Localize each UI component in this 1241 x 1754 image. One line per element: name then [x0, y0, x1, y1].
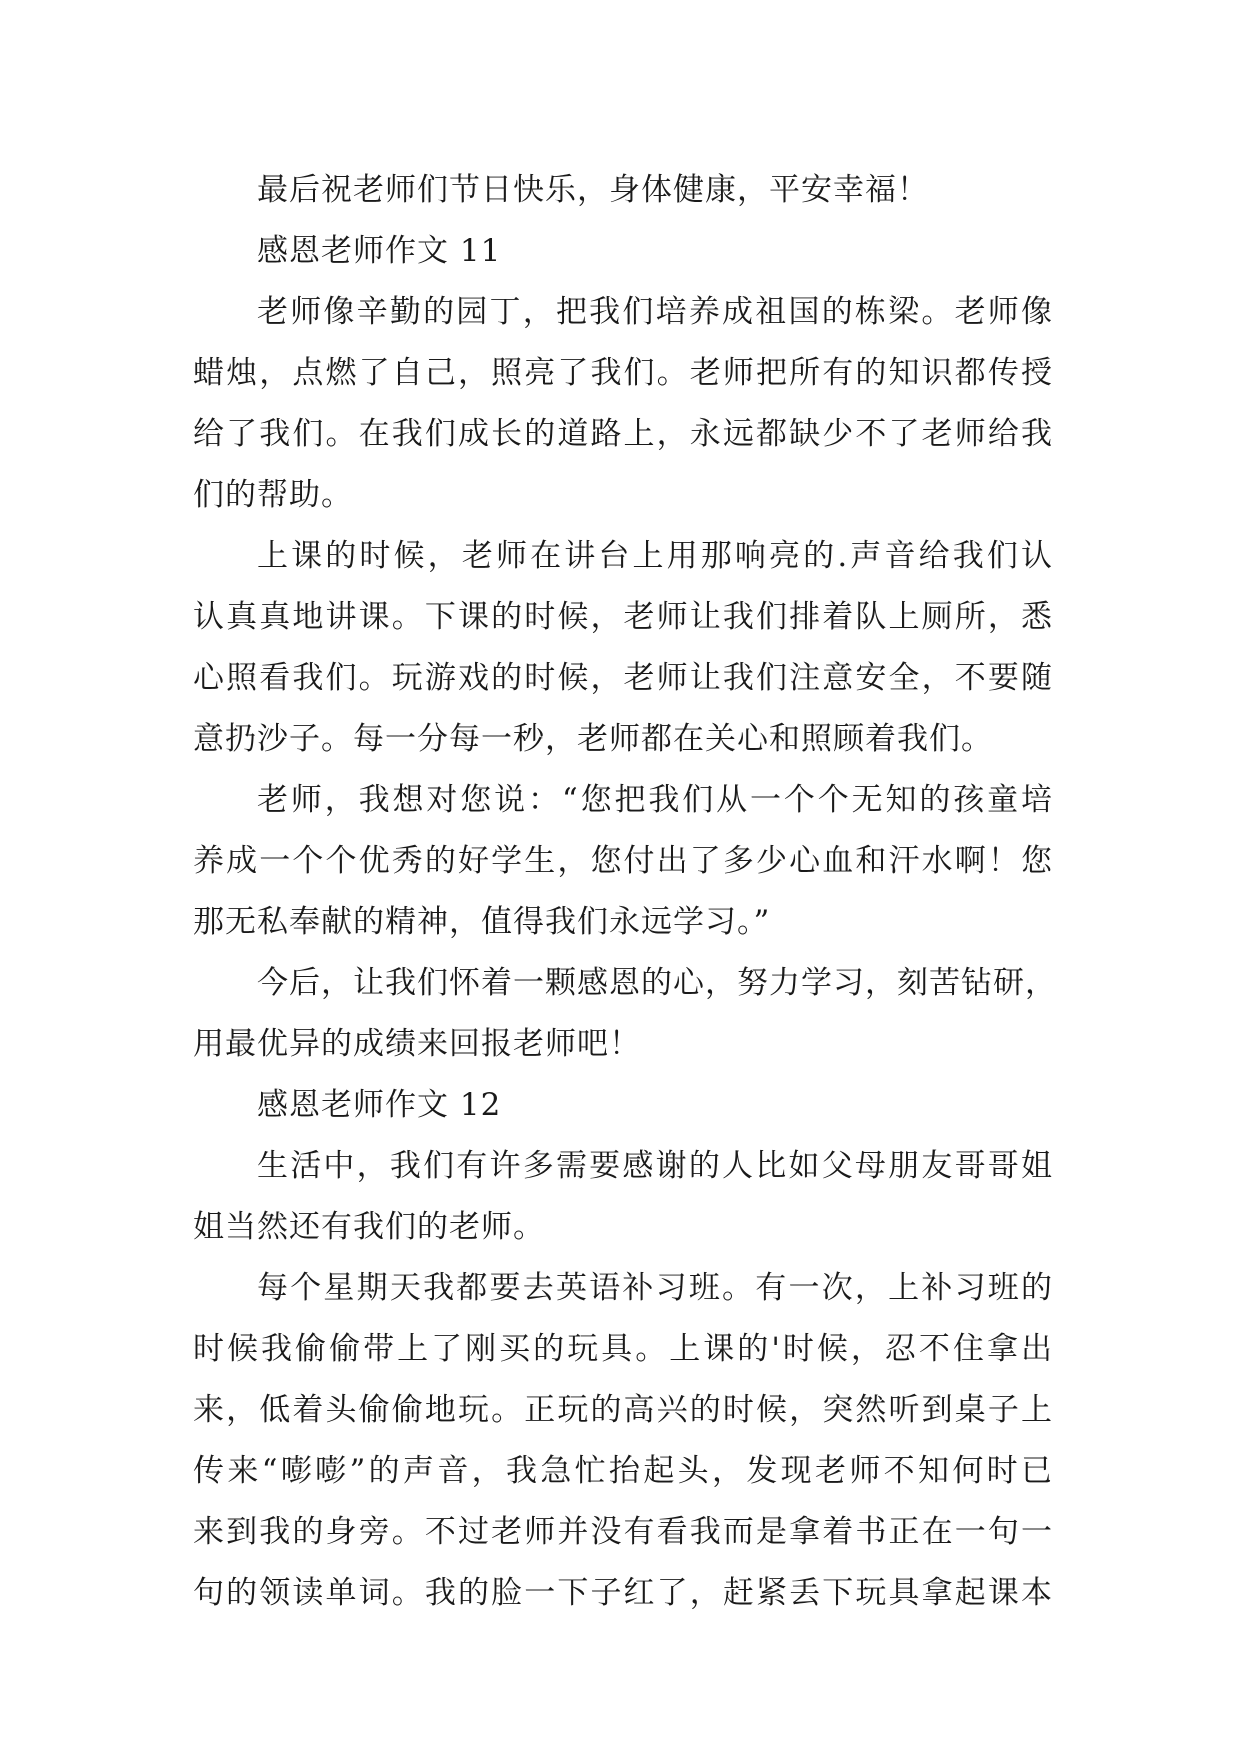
text-line: 每个星期天我都要去英语补习班。有一次，上补习班的: [257, 1270, 1053, 1306]
text-line: 传来“嘭嘭”的声音，我急忙抬起头，发现老师不知何时已: [193, 1453, 1053, 1489]
text-line: 老师，我想对您说：“您把我们从一个个无知的孩童培: [257, 782, 1053, 818]
text-line: 来到我的身旁。不过老师并没有看我而是拿着书正在一句一: [193, 1514, 1053, 1550]
text-line: 来，低着头偷偷地玩。正玩的高兴的时候，突然听到桌子上: [193, 1392, 1053, 1428]
text-line: 最后祝老师们节日快乐，身体健康，平安幸福！: [257, 172, 929, 208]
document-body: [193, 160, 1057, 1624]
text-line: 用最优异的成绩来回报老师吧！: [193, 1026, 641, 1062]
text-line: 给了我们。在我们成长的道路上，永远都缺少不了老师给我: [193, 416, 1053, 452]
text-line: 生活中，我们有许多需要感谢的人比如父母朋友哥哥姐: [257, 1148, 1053, 1184]
text-line: 心照看我们。玩游戏的时候，老师让我们注意安全，不要随: [193, 660, 1053, 696]
text-line: 句的领读单词。我的脸一下子红了，赶紧丢下玩具拿起课本: [193, 1575, 1053, 1611]
document-page: [193, 160, 1057, 1624]
text-line: 今后，让我们怀着一颗感恩的心，努力学习，刻苦钻研，: [257, 965, 1057, 1001]
text-line: 们的帮助。: [193, 477, 353, 513]
text-line: 感恩老师作文 11: [257, 233, 502, 269]
text-line: 感恩老师作文 12: [257, 1087, 502, 1123]
text-line: 认真真地讲课。下课的时候，老师让我们排着队上厕所，悉: [193, 599, 1053, 635]
text-line: 蜡烛，点燃了自己，照亮了我们。老师把所有的知识都传授: [193, 355, 1053, 391]
text-line: 养成一个个优秀的好学生，您付出了多少心血和汗水啊！您: [193, 843, 1053, 879]
text-line: 那无私奉献的精神，值得我们永远学习。”: [193, 904, 771, 940]
text-line: 上课的时候，老师在讲台上用那响亮的.声音给我们认: [257, 538, 1053, 574]
text-line: 意扔沙子。每一分每一秒，老师都在关心和照顾着我们。: [193, 721, 993, 757]
text-line: 姐当然还有我们的老师。: [193, 1209, 545, 1245]
text-line: 时候我偷偷带上了刚买的玩具。上课的'时候，忍不住拿出: [193, 1331, 1053, 1367]
text-line: 老师像辛勤的园丁，把我们培养成祖国的栋梁。老师像: [257, 294, 1053, 330]
